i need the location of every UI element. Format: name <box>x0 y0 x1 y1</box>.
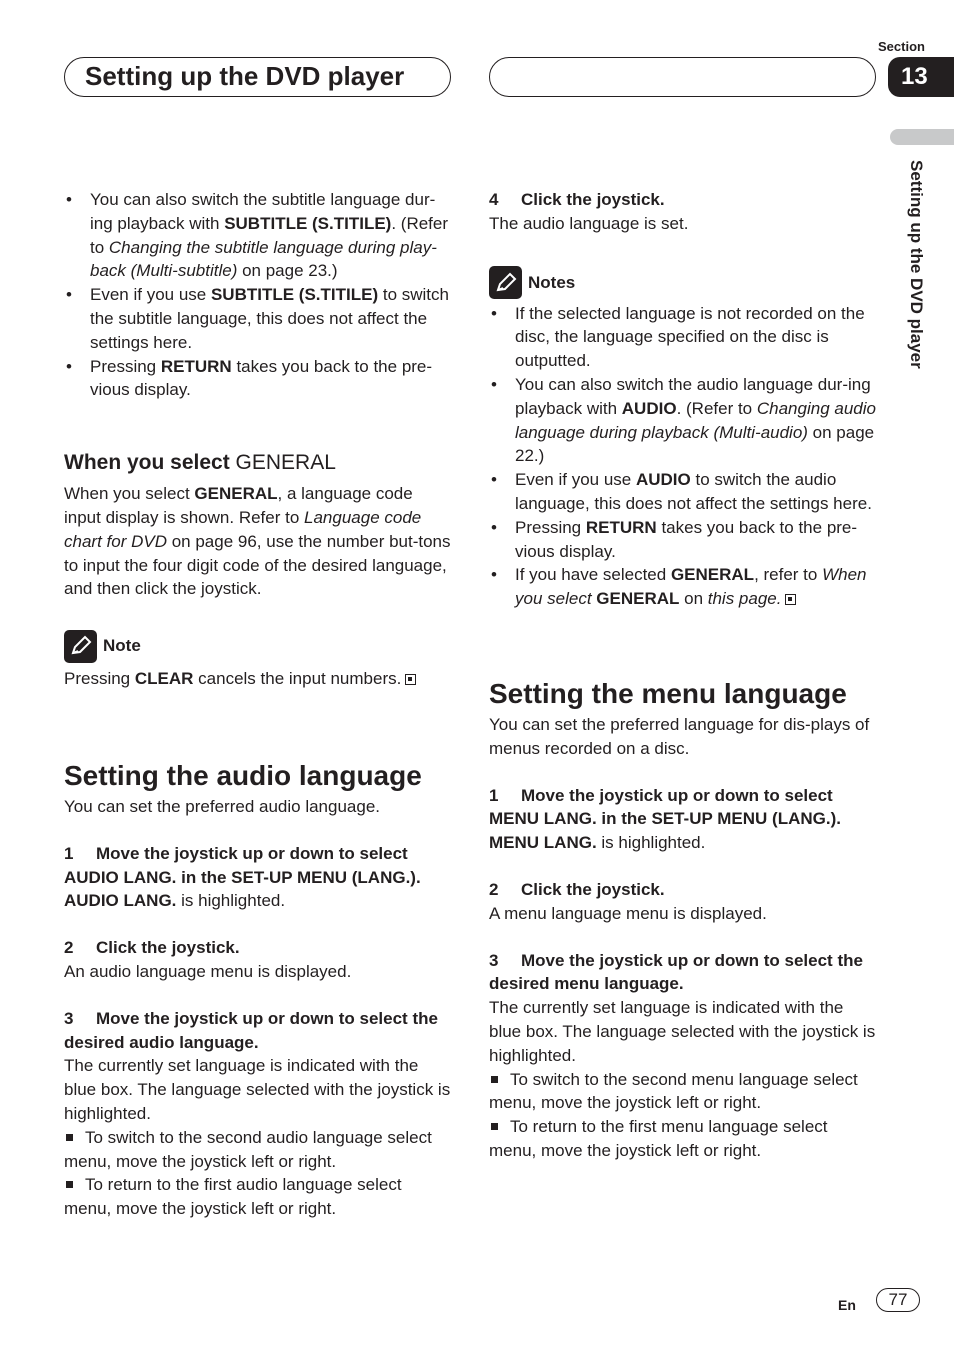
menu-step-3-result: The currently set language is indicated with the blue box. The language selected with the joystick is highlighted. <box>489 998 876 1065</box>
audio-step-3: 3 Move the joystick up or down to select the desired audio language. <box>64 1008 438 1052</box>
footer-page-number: 77 <box>876 1288 920 1312</box>
general-heading: When you select GENERAL <box>64 451 336 475</box>
left-column <box>64 188 452 1221</box>
audio-step-3-result: The currently set language is indicated with the blue box. The language selected with the joystick is highlighted. <box>64 1056 451 1123</box>
section-number-badge: 13 <box>888 57 954 97</box>
notes-header <box>489 266 877 300</box>
footer-language: En <box>838 1297 856 1313</box>
note-header <box>64 629 452 663</box>
audio-step-4-result: The audio language is set. <box>489 213 689 233</box>
menu-sub-note-1: To switch to the second menu language select menu, move the joystick left or right. <box>489 1069 858 1113</box>
list-item: • If you have selected GENERAL, refer to When you select GENERAL on this page. <box>489 563 877 611</box>
menu-step-1-result: MENU LANG. is highlighted. <box>489 833 706 853</box>
list-item: • If the selected language is not recorded on the disc, the language specified on the disc is outputted. <box>489 302 877 373</box>
audio-sub-note-2: To return to the first audio language select menu, move the joystick left or right. <box>64 1175 402 1219</box>
note-text: Pressing CLEAR cancels the input numbers. <box>64 667 452 691</box>
header-empty-pill <box>489 57 876 97</box>
pencil-note-icon <box>64 630 97 663</box>
note-title: Note <box>103 636 141 656</box>
general-paragraph: When you select GENERAL, a language code input display is shown. Refer to Language code chart for DVD on page 96, use the number but-tons to input the four digit code of the desired language, and then click the joystick. <box>64 484 451 599</box>
list-item: • Even if you use SUBTITLE (S.TITILE) to switch the subtitle language, this does not affect the settings here. <box>64 283 452 354</box>
menu-step-3: 3 Move the joystick up or down to select the desired menu language. <box>489 950 863 994</box>
end-mark-icon <box>405 674 416 685</box>
list-item: • Even if you use AUDIO to switch the audio language, this does not affect the settings here. <box>489 468 877 516</box>
page-header-title: Setting up the DVD player <box>85 61 405 91</box>
menu-sub-note-2: To return to the first menu language select menu, move the joystick left or right. <box>489 1117 828 1160</box>
menu-intro: You can set the preferred language for dis-plays of menus recorded on a disc. <box>489 714 870 758</box>
menu-step-2: 2 Click the joystick. <box>489 879 665 899</box>
audio-step-1: 1 Move the joystick up or down to select AUDIO LANG. in the SET-UP MENU (LANG.). <box>64 843 421 887</box>
list-item: • Pressing RETURN takes you back to the pre-vious display. <box>489 516 877 564</box>
section-label: Section <box>878 39 925 54</box>
square-bullet-icon <box>491 1076 498 1083</box>
side-tab-marker <box>890 129 954 145</box>
end-mark-icon <box>785 594 796 605</box>
audio-step-2-result: An audio language menu is displayed. <box>64 961 352 981</box>
audio-step-4: 4 Click the joystick. <box>489 190 665 209</box>
menu-step-1: 1 Move the joystick up or down to select MENU LANG. in the SET-UP MENU (LANG.). <box>489 785 841 829</box>
audio-language-heading: Setting the audio language <box>64 759 422 791</box>
notes-list <box>489 302 877 611</box>
side-tab-text: Setting up the DVD player <box>907 160 926 369</box>
menu-language-heading: Setting the menu language <box>489 677 847 709</box>
list-item: • You can also switch the audio language dur-ing playback with AUDIO. (Refer to Changing audio language during playback (Multi-audio) on page 22.) <box>489 373 877 468</box>
menu-step-2-result: A menu language menu is displayed. <box>489 903 767 923</box>
list-item: • You can also switch the subtitle language dur-ing playback with SUBTITLE (S.TITILE). (Refer to Changing the subtitle language during play-back (Multi-subtitle) on page 23.) <box>64 188 452 283</box>
audio-step-2: 2 Click the joystick. <box>64 938 240 958</box>
right-column <box>489 188 877 1163</box>
audio-step-1-result: AUDIO LANG. is highlighted. <box>64 891 286 911</box>
audio-sub-note-1: To switch to the second audio language select menu, move the joystick left or right. <box>64 1127 432 1171</box>
audio-intro: You can set the preferred audio language. <box>64 796 381 816</box>
header-title-pill <box>64 57 451 97</box>
notes-title: Notes <box>528 272 576 292</box>
pencil-note-icon <box>489 266 522 299</box>
square-bullet-icon <box>66 1134 73 1141</box>
list-item: • Pressing RETURN takes you back to the pre-vious display. <box>64 355 452 403</box>
square-bullet-icon <box>66 1181 73 1188</box>
subtitle-bullets <box>64 188 452 402</box>
square-bullet-icon <box>491 1123 498 1130</box>
